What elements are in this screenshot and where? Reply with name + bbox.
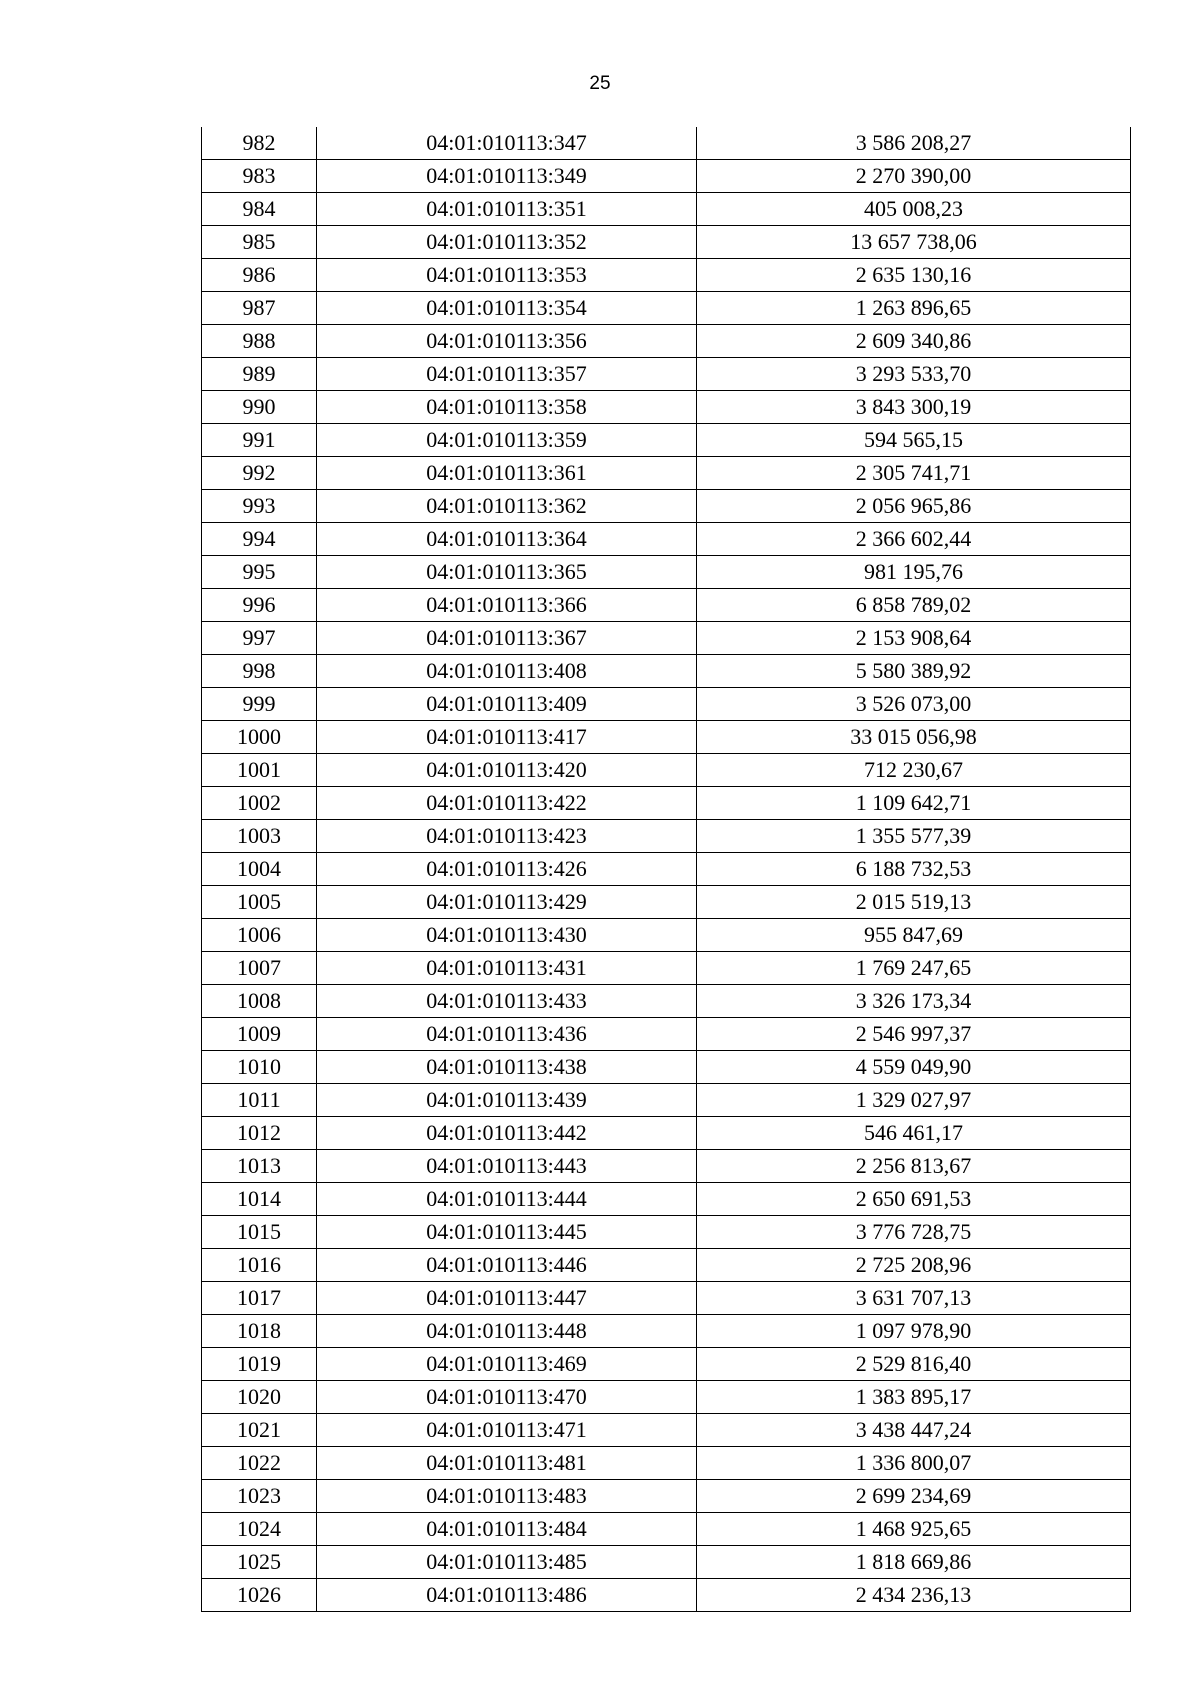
table-row [202,1381,1131,1414]
cadastral-number-cell: 04:01:010113:442 [317,1117,697,1150]
cadastral-number-cell: 04:01:010113:356 [317,325,697,358]
cadastral-value-cell: 2 529 816,40 [697,1348,1131,1381]
cadastral-value-cell: 2 270 390,00 [697,160,1131,193]
row-number-cell: 988 [202,325,317,358]
row-number-cell: 986 [202,259,317,292]
row-number-cell: 1001 [202,754,317,787]
cadastral-number-cell: 04:01:010113:431 [317,952,697,985]
table-row [202,589,1131,622]
table-row [202,1183,1131,1216]
table-row [202,490,1131,523]
cadastral-number-cell: 04:01:010113:358 [317,391,697,424]
page-number: 25 [589,73,611,94]
row-number-cell: 1009 [202,1018,317,1051]
cadastral-number-cell: 04:01:010113:447 [317,1282,697,1315]
cadastral-number-cell: 04:01:010113:445 [317,1216,697,1249]
table-row [202,424,1131,457]
table-row [202,622,1131,655]
cadastral-number-cell: 04:01:010113:359 [317,424,697,457]
cadastral-value-cell: 2 015 519,13 [697,886,1131,919]
cadastral-value-table [201,127,1131,1612]
table-row [202,787,1131,820]
row-number-cell: 1017 [202,1282,317,1315]
cadastral-number-cell: 04:01:010113:366 [317,589,697,622]
table-row [202,523,1131,556]
table-row [202,1348,1131,1381]
table-row [202,1216,1131,1249]
cadastral-value-cell: 1 109 642,71 [697,787,1131,820]
cadastral-value-cell: 2 725 208,96 [697,1249,1131,1282]
table-row [202,721,1131,754]
table-row [202,1579,1131,1612]
cadastral-number-cell: 04:01:010113:433 [317,985,697,1018]
table-row [202,127,1131,160]
table-row [202,1546,1131,1579]
row-number-cell: 1000 [202,721,317,754]
table-row [202,688,1131,721]
cadastral-value-cell: 1 769 247,65 [697,952,1131,985]
row-number-cell: 1003 [202,820,317,853]
cadastral-number-cell: 04:01:010113:365 [317,556,697,589]
row-number-cell: 1008 [202,985,317,1018]
cadastral-value-cell: 2 366 602,44 [697,523,1131,556]
cadastral-number-cell: 04:01:010113:409 [317,688,697,721]
cadastral-number-cell: 04:01:010113:367 [317,622,697,655]
row-number-cell: 1022 [202,1447,317,1480]
cadastral-value-cell: 981 195,76 [697,556,1131,589]
table-row [202,1513,1131,1546]
row-number-cell: 1023 [202,1480,317,1513]
cadastral-number-cell: 04:01:010113:484 [317,1513,697,1546]
cadastral-number-cell: 04:01:010113:469 [317,1348,697,1381]
row-number-cell: 1026 [202,1579,317,1612]
cadastral-value-cell: 1 383 895,17 [697,1381,1131,1414]
table-row [202,292,1131,325]
cadastral-value-cell: 2 609 340,86 [697,325,1131,358]
table-row [202,886,1131,919]
cadastral-number-cell: 04:01:010113:422 [317,787,697,820]
cadastral-value-cell: 2 256 813,67 [697,1150,1131,1183]
cadastral-number-cell: 04:01:010113:483 [317,1480,697,1513]
table-row [202,1282,1131,1315]
cadastral-number-cell: 04:01:010113:429 [317,886,697,919]
cadastral-number-cell: 04:01:010113:347 [317,127,697,160]
row-number-cell: 997 [202,622,317,655]
row-number-cell: 1006 [202,919,317,952]
table-row [202,655,1131,688]
cadastral-value-cell: 712 230,67 [697,754,1131,787]
table-row [202,1249,1131,1282]
cadastral-value-cell: 546 461,17 [697,1117,1131,1150]
cadastral-value-cell: 1 468 925,65 [697,1513,1131,1546]
cadastral-number-cell: 04:01:010113:353 [317,259,697,292]
row-number-cell: 1007 [202,952,317,985]
table-row [202,259,1131,292]
cadastral-value-cell: 3 293 533,70 [697,358,1131,391]
row-number-cell: 984 [202,193,317,226]
table-row [202,1414,1131,1447]
cadastral-value-cell: 3 586 208,27 [697,127,1131,160]
row-number-cell: 1016 [202,1249,317,1282]
row-number-cell: 998 [202,655,317,688]
row-number-cell: 1010 [202,1051,317,1084]
row-number-cell: 985 [202,226,317,259]
cadastral-number-cell: 04:01:010113:444 [317,1183,697,1216]
cadastral-value-cell: 955 847,69 [697,919,1131,952]
cadastral-number-cell: 04:01:010113:470 [317,1381,697,1414]
row-number-cell: 990 [202,391,317,424]
cadastral-number-cell: 04:01:010113:430 [317,919,697,952]
row-number-cell: 1002 [202,787,317,820]
row-number-cell: 987 [202,292,317,325]
cadastral-value-cell: 4 559 049,90 [697,1051,1131,1084]
row-number-cell: 992 [202,457,317,490]
row-number-cell: 1021 [202,1414,317,1447]
cadastral-value-cell: 594 565,15 [697,424,1131,457]
table-row [202,325,1131,358]
cadastral-value-cell: 1 355 577,39 [697,820,1131,853]
cadastral-number-cell: 04:01:010113:446 [317,1249,697,1282]
cadastral-number-cell: 04:01:010113:362 [317,490,697,523]
cadastral-value-cell: 3 438 447,24 [697,1414,1131,1447]
cadastral-value-cell: 13 657 738,06 [697,226,1131,259]
cadastral-number-cell: 04:01:010113:361 [317,457,697,490]
cadastral-value-cell: 3 526 073,00 [697,688,1131,721]
table-row [202,919,1131,952]
cadastral-number-cell: 04:01:010113:439 [317,1084,697,1117]
row-number-cell: 1011 [202,1084,317,1117]
row-number-cell: 999 [202,688,317,721]
row-number-cell: 989 [202,358,317,391]
table-row [202,820,1131,853]
table-row [202,226,1131,259]
table-row [202,193,1131,226]
cadastral-number-cell: 04:01:010113:357 [317,358,697,391]
cadastral-number-cell: 04:01:010113:443 [317,1150,697,1183]
cadastral-value-cell: 2 153 908,64 [697,622,1131,655]
cadastral-number-cell: 04:01:010113:438 [317,1051,697,1084]
row-number-cell: 983 [202,160,317,193]
cadastral-value-cell: 6 188 732,53 [697,853,1131,886]
table-row [202,1480,1131,1513]
cadastral-number-cell: 04:01:010113:354 [317,292,697,325]
row-number-cell: 991 [202,424,317,457]
cadastral-number-cell: 04:01:010113:486 [317,1579,697,1612]
cadastral-number-cell: 04:01:010113:436 [317,1018,697,1051]
cadastral-number-cell: 04:01:010113:485 [317,1546,697,1579]
cadastral-value-cell: 2 434 236,13 [697,1579,1131,1612]
cadastral-number-cell: 04:01:010113:471 [317,1414,697,1447]
cadastral-number-cell: 04:01:010113:417 [317,721,697,754]
cadastral-number-cell: 04:01:010113:448 [317,1315,697,1348]
table-row [202,1315,1131,1348]
cadastral-value-cell: 1 818 669,86 [697,1546,1131,1579]
table-row [202,853,1131,886]
cadastral-number-cell: 04:01:010113:352 [317,226,697,259]
row-number-cell: 993 [202,490,317,523]
row-number-cell: 1018 [202,1315,317,1348]
cadastral-value-cell: 1 097 978,90 [697,1315,1131,1348]
row-number-cell: 1005 [202,886,317,919]
row-number-cell: 1012 [202,1117,317,1150]
row-number-cell: 996 [202,589,317,622]
table-row [202,1447,1131,1480]
cadastral-number-cell: 04:01:010113:420 [317,754,697,787]
table-row [202,985,1131,1018]
cadastral-value-cell: 33 015 056,98 [697,721,1131,754]
table-row [202,358,1131,391]
row-number-cell: 1024 [202,1513,317,1546]
cadastral-value-cell: 2 699 234,69 [697,1480,1131,1513]
cadastral-value-cell: 3 631 707,13 [697,1282,1131,1315]
row-number-cell: 1025 [202,1546,317,1579]
table-row [202,1051,1131,1084]
row-number-cell: 982 [202,127,317,160]
cadastral-value-cell: 3 776 728,75 [697,1216,1131,1249]
cadastral-value-cell: 1 336 800,07 [697,1447,1131,1480]
cadastral-value-table-container [201,127,1130,1612]
table-row [202,1084,1131,1117]
cadastral-number-cell: 04:01:010113:351 [317,193,697,226]
cadastral-value-cell: 1 329 027,97 [697,1084,1131,1117]
table-body [202,127,1131,1612]
row-number-cell: 1019 [202,1348,317,1381]
cadastral-value-cell: 3 326 173,34 [697,985,1131,1018]
table-row [202,391,1131,424]
cadastral-value-cell: 2 635 130,16 [697,259,1131,292]
cadastral-value-cell: 2 056 965,86 [697,490,1131,523]
cadastral-value-cell: 405 008,23 [697,193,1131,226]
cadastral-number-cell: 04:01:010113:426 [317,853,697,886]
table-row [202,1150,1131,1183]
table-row [202,556,1131,589]
cadastral-number-cell: 04:01:010113:423 [317,820,697,853]
cadastral-number-cell: 04:01:010113:481 [317,1447,697,1480]
table-row [202,952,1131,985]
table-row [202,1117,1131,1150]
cadastral-value-cell: 3 843 300,19 [697,391,1131,424]
cadastral-value-cell: 2 305 741,71 [697,457,1131,490]
table-row [202,160,1131,193]
row-number-cell: 1015 [202,1216,317,1249]
cadastral-number-cell: 04:01:010113:364 [317,523,697,556]
row-number-cell: 1004 [202,853,317,886]
row-number-cell: 995 [202,556,317,589]
cadastral-number-cell: 04:01:010113:349 [317,160,697,193]
cadastral-value-cell: 2 650 691,53 [697,1183,1131,1216]
cadastral-value-cell: 5 580 389,92 [697,655,1131,688]
row-number-cell: 1020 [202,1381,317,1414]
row-number-cell: 1014 [202,1183,317,1216]
cadastral-value-cell: 6 858 789,02 [697,589,1131,622]
cadastral-number-cell: 04:01:010113:408 [317,655,697,688]
table-row [202,457,1131,490]
table-row [202,754,1131,787]
cadastral-value-cell: 2 546 997,37 [697,1018,1131,1051]
table-row [202,1018,1131,1051]
row-number-cell: 994 [202,523,317,556]
row-number-cell: 1013 [202,1150,317,1183]
cadastral-value-cell: 1 263 896,65 [697,292,1131,325]
